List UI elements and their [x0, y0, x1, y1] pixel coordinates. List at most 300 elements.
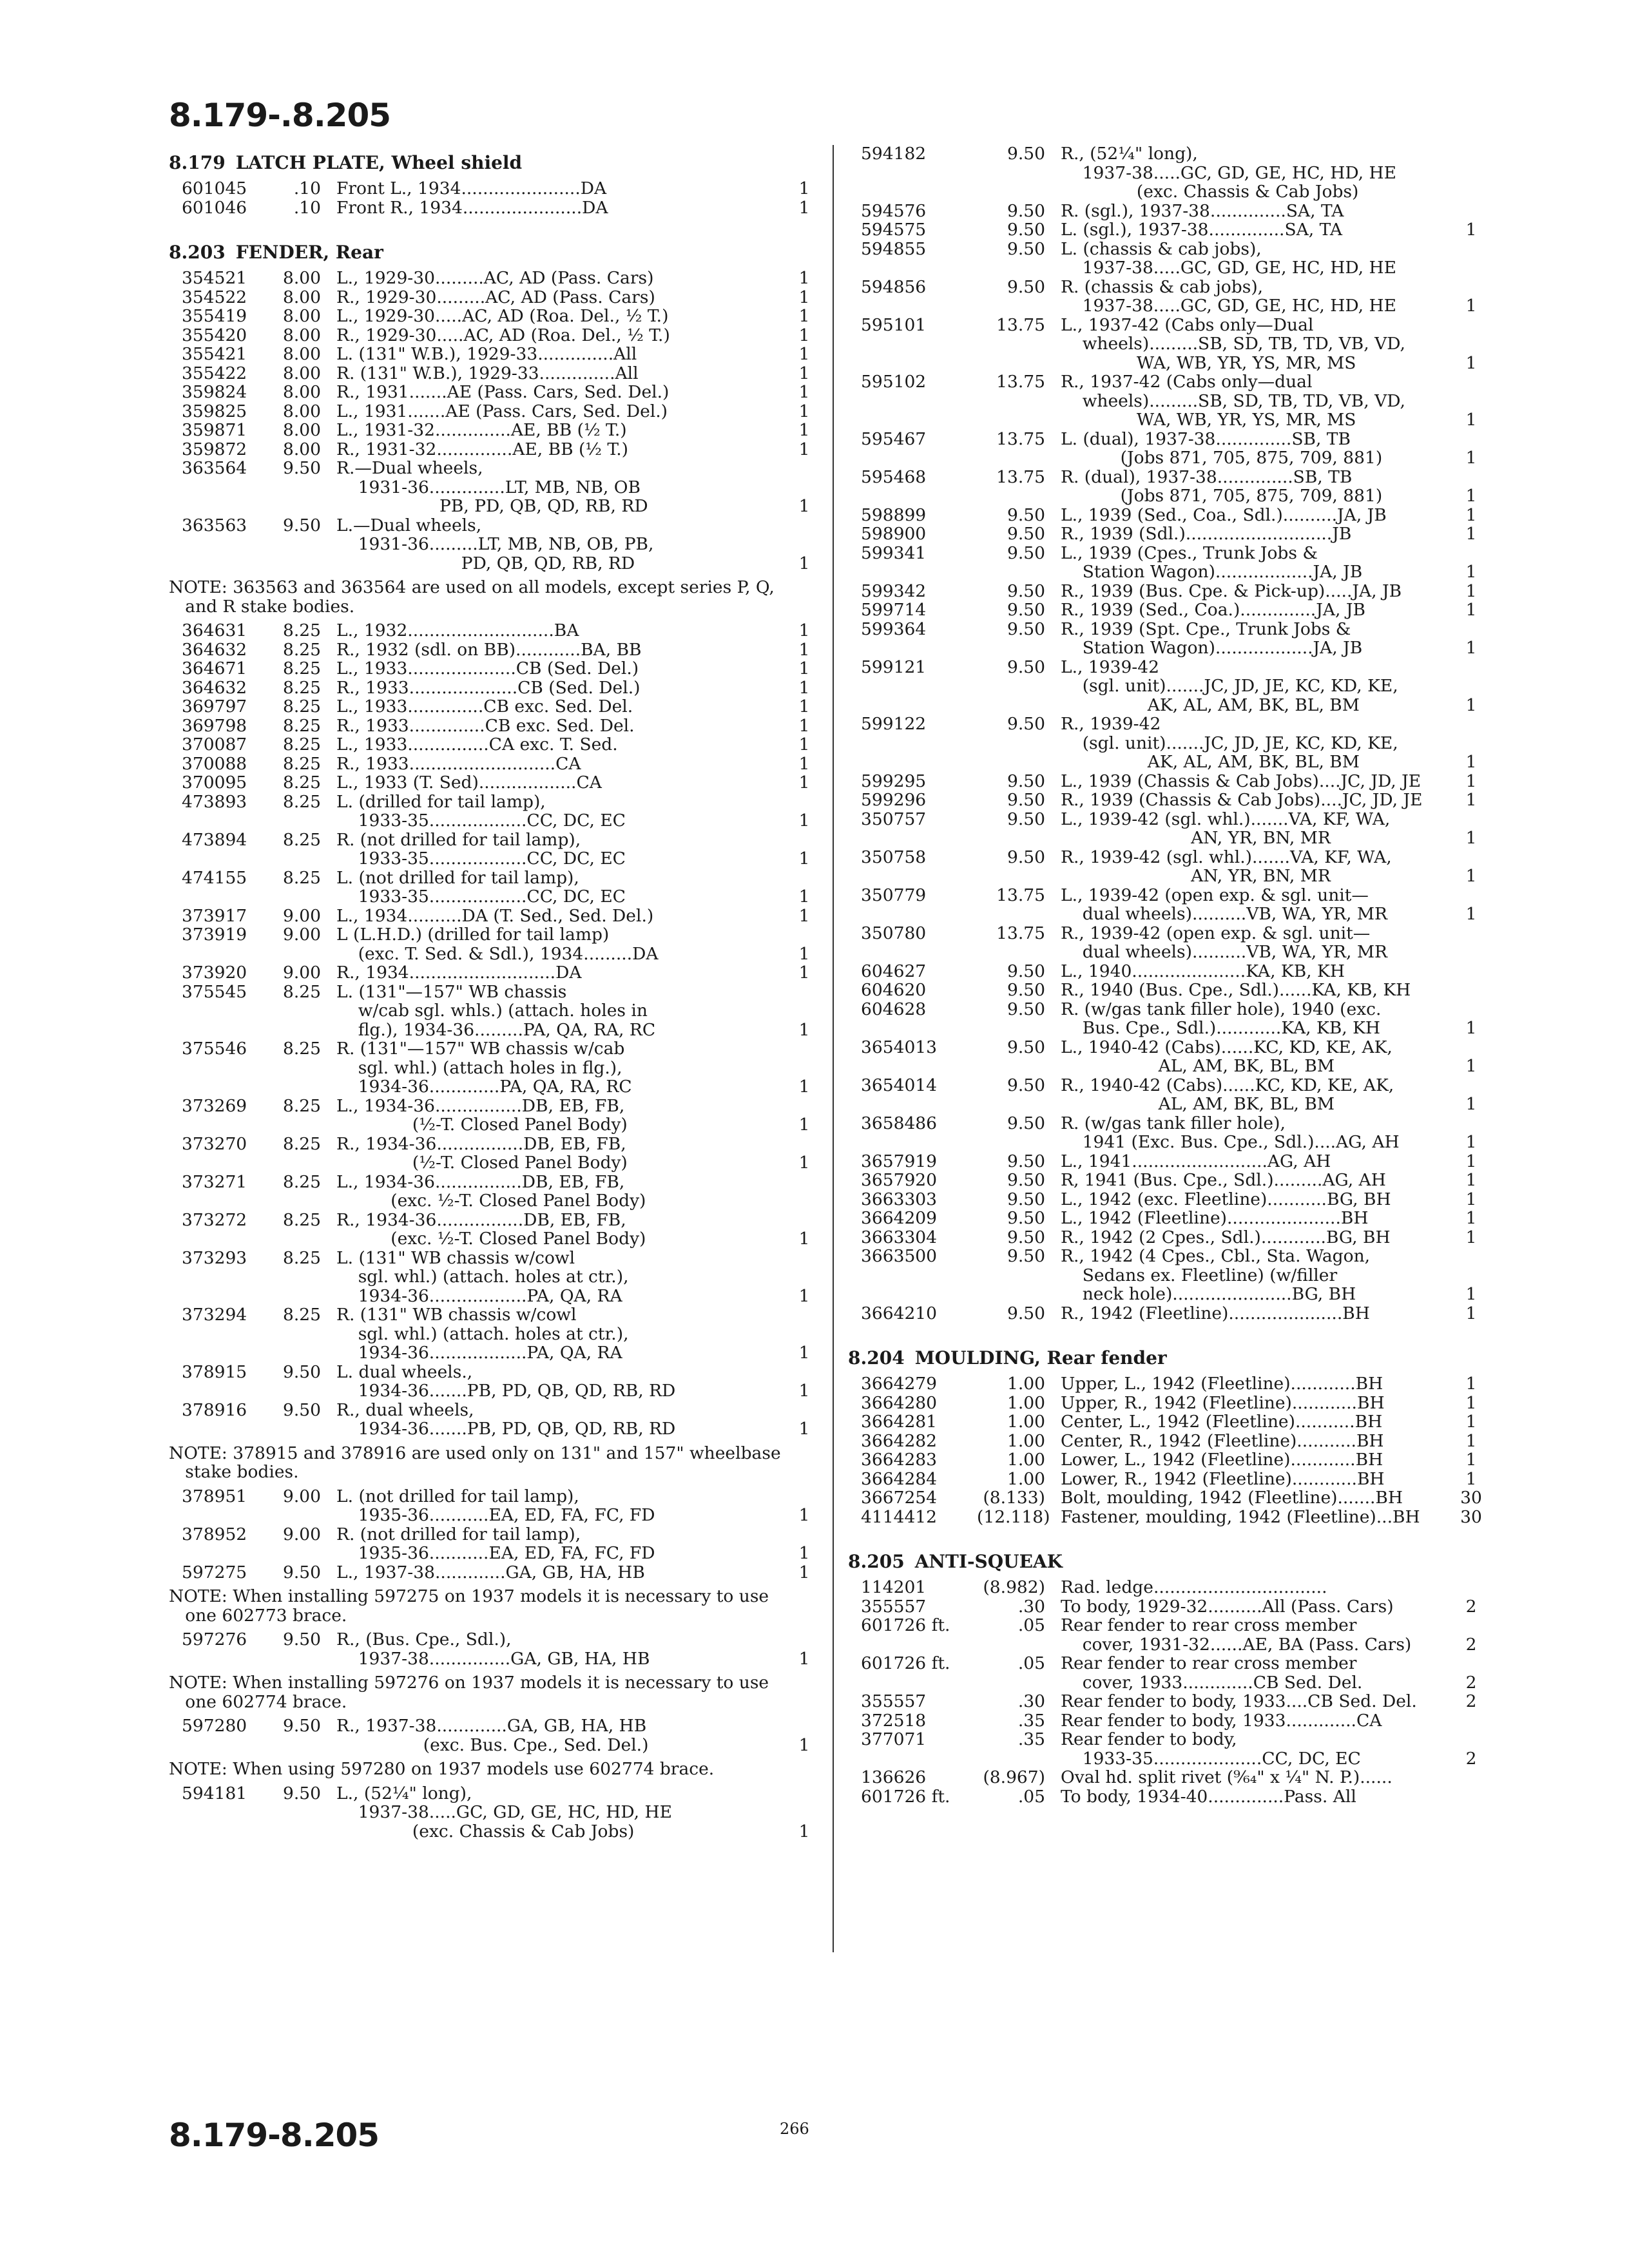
price: 9.50 [1007, 1037, 1045, 1057]
price: 8.25 [282, 658, 321, 678]
price: 9.50 [1007, 1151, 1045, 1171]
note-text: NOTE: When installing 597276 on 1937 models it is necessary to use one 602774 brace. [169, 1673, 769, 1712]
quantity: 1 [798, 1562, 810, 1582]
description: L., 1933..............CB exc. Sed. Del. [336, 697, 633, 716]
part-row [848, 1749, 1507, 1769]
quantity [1436, 334, 1507, 354]
part-number: 373271 [182, 1171, 247, 1192]
quantity: 1 [1465, 581, 1477, 601]
part-row [169, 1077, 820, 1097]
description: L., 1931-32..............AE, BB (½ T.) [336, 421, 627, 440]
part-number [848, 1057, 977, 1076]
part-number: 3657920 [861, 1170, 938, 1190]
price: 9.50 [1007, 714, 1045, 734]
part-row [169, 659, 820, 678]
quantity: 2 [1465, 1634, 1477, 1655]
part-number: 3664282 [861, 1430, 938, 1451]
price: 9.50 [282, 515, 321, 535]
description: Lower, L., 1942 (Fleetline)............BH [1061, 1450, 1383, 1470]
quantity: 1 [1465, 1303, 1477, 1323]
part-number: 350757 [861, 809, 927, 829]
quantity [1436, 144, 1507, 164]
description: Rear fender to rear cross member [1061, 1616, 1357, 1635]
price: 9.50 [1007, 200, 1045, 221]
part-row [169, 478, 820, 497]
description: R., 1939 (Sed., Coa.)..............JA, JB [1061, 601, 1365, 620]
description: dual wheels)..........VB, WA, YR, MR [1061, 943, 1387, 962]
section-number: 8.179 [169, 152, 226, 173]
quantity: 1 [1465, 1151, 1477, 1171]
price: 9.00 [282, 925, 321, 945]
quantity: 1 [798, 697, 810, 716]
description: R., 1939 (Bus. Cpe. & Pick-up).....JA, JB [1061, 581, 1402, 601]
description: (exc. ½-T. Closed Panel Body) [336, 1191, 646, 1211]
quantity [1436, 182, 1507, 202]
quantity: 1 [1465, 771, 1477, 791]
quantity [789, 1249, 820, 1268]
quantity: 1 [798, 1285, 810, 1306]
description: R., 1939-42 (open exp. & sgl. unit— [1061, 923, 1371, 943]
part-number: 599122 [861, 714, 927, 734]
price [977, 829, 1061, 848]
description: Upper, R., 1942 (Fleetline)............BH [1061, 1393, 1385, 1412]
description: cover, 1933.............CB Sed. Del. [1061, 1673, 1363, 1692]
part-row [848, 144, 1507, 164]
quantity: 1 [798, 715, 810, 736]
part-number: 372518 [861, 1710, 927, 1731]
description: Bus. Cpe., Sdl.)............KA, KB, KH [1061, 1019, 1381, 1038]
price [977, 1057, 1061, 1076]
quantity: 1 [1465, 1094, 1477, 1114]
description: 1931-36.........LT, MB, NB, OB, PB, [336, 535, 654, 554]
price: 8.25 [282, 791, 321, 812]
description: (sgl. unit).......JC, JD, JE, KC, KD, KE, [1061, 733, 1398, 753]
part-number: 598900 [861, 524, 927, 544]
price: .05 [1017, 1786, 1045, 1807]
part-number: 3664283 [861, 1450, 938, 1470]
price [977, 354, 1061, 373]
price: 8.00 [282, 287, 321, 307]
description: Sedans ex. Fleetline) (w/filler [1061, 1265, 1338, 1285]
price [272, 1001, 336, 1021]
description: L. (drilled for tail lamp), [336, 792, 546, 811]
quantity: 1 [1465, 448, 1477, 468]
part-number [848, 1133, 977, 1152]
page-top-heading: 8.179-.8.205 [169, 97, 391, 134]
price [272, 1021, 336, 1040]
price: 9.50 [282, 1783, 321, 1803]
part-number [169, 478, 272, 497]
quantity: 1 [798, 753, 810, 774]
quantity: 1 [798, 306, 810, 326]
description: R., 1933....................CB (Sed. Del.) [336, 678, 641, 697]
part-number: 350779 [861, 885, 927, 905]
price [272, 554, 336, 573]
part-row [169, 1097, 820, 1116]
description: L., 1933...............CA exc. T. Sed. [336, 735, 618, 754]
description: AK, AL, AM, BK, BL, BM [1061, 753, 1360, 772]
description: L., 1942 (exc. Fleetline)...........BG, BH [1061, 1189, 1391, 1209]
part-number [169, 1153, 272, 1173]
quantity: 1 [798, 325, 810, 345]
quantity [1436, 278, 1507, 297]
description: dual wheels)..........VB, WA, YR, MR [1061, 905, 1387, 924]
part-row [169, 869, 820, 888]
price [977, 164, 1061, 183]
description: AN, YR, BN, MR [1061, 829, 1331, 848]
quantity [1436, 943, 1507, 962]
quantity [1436, 715, 1507, 734]
part-number: 136626 [861, 1767, 927, 1787]
part-number [848, 734, 977, 753]
quantity [789, 1059, 820, 1078]
price: 9.50 [1007, 1208, 1045, 1228]
description: L. (131"—157" WB chassis [336, 982, 567, 1001]
part-row [169, 1021, 820, 1040]
price: 8.25 [282, 753, 321, 774]
part-number [169, 1325, 272, 1344]
quantity: 1 [1465, 1189, 1477, 1209]
price [977, 562, 1061, 582]
quantity: 1 [798, 963, 810, 983]
description: R. (w/gas tank filler hole), [1061, 1113, 1286, 1133]
quantity [789, 459, 820, 478]
part-row [848, 962, 1507, 981]
price: .35 [1017, 1729, 1045, 1749]
price [977, 753, 1061, 772]
quantity [1436, 240, 1507, 259]
part-row [169, 1544, 820, 1563]
part-row [848, 468, 1507, 487]
quantity [1436, 1578, 1507, 1597]
part-number [169, 1419, 272, 1439]
price: 9.50 [282, 1399, 321, 1420]
price: 9.50 [1007, 505, 1045, 525]
part-row [848, 334, 1507, 354]
description: L., 1939-42 (sgl. whl.).......VA, KF, WA, [1061, 809, 1391, 829]
note-text: NOTE: When using 597280 on 1937 models use 602774 brace. [169, 1759, 715, 1779]
part-number: 355420 [182, 325, 247, 345]
part-number: 594575 [861, 220, 927, 240]
quantity [1436, 1654, 1507, 1673]
part-row [848, 1597, 1507, 1617]
part-row [848, 258, 1507, 278]
price: (12.118) [977, 1506, 1050, 1527]
description: R. (sgl.), 1937-38..............SA, TA [1061, 201, 1344, 220]
description: L., 1939-42 (open exp. & sgl. unit— [1061, 885, 1369, 905]
price: 8.00 [282, 325, 321, 345]
part-row [169, 1287, 820, 1306]
part-row [848, 562, 1507, 582]
price [977, 392, 1061, 411]
part-row [169, 983, 820, 1002]
part-row [848, 1394, 1507, 1413]
price [977, 448, 1061, 468]
part-number: 370087 [182, 735, 247, 754]
part-number [169, 1001, 272, 1021]
section-title [848, 1550, 1507, 1574]
part-number [848, 258, 977, 278]
part-number [848, 677, 977, 696]
part-number: 601045 [182, 178, 247, 198]
description: 1933-35..................CC, DC, EC [336, 887, 626, 907]
price: 9.50 [1007, 1170, 1045, 1190]
part-number: 599296 [861, 790, 927, 810]
part-number [848, 164, 977, 183]
part-row [169, 1506, 820, 1525]
part-row [848, 1692, 1507, 1711]
part-number [848, 448, 977, 468]
part-row [169, 1267, 820, 1287]
description: AK, AL, AM, BK, BL, BM [1061, 695, 1360, 715]
price: 9.50 [1007, 657, 1045, 677]
quantity: 1 [1465, 1227, 1477, 1247]
part-number [848, 334, 977, 354]
part-row [169, 554, 820, 573]
quantity: 1 [798, 1229, 810, 1249]
part-number [169, 1229, 272, 1249]
section-name: MOULDING, Rear fender [914, 1347, 1167, 1369]
description: 1931-36..............LT, MB, NB, OB [336, 477, 641, 497]
part-row [169, 1630, 820, 1649]
quantity: 1 [1465, 1374, 1477, 1394]
quantity: 2 [1465, 1672, 1477, 1693]
price: 8.25 [282, 1133, 321, 1154]
description: (Jobs 871, 705, 875, 709, 881) [1061, 448, 1383, 468]
price [272, 811, 336, 831]
part-number: 594856 [861, 276, 927, 297]
part-number [848, 1285, 977, 1304]
part-number [848, 1749, 977, 1769]
quantity: 1 [798, 268, 810, 288]
part-row [169, 697, 820, 716]
price: 13.75 [996, 923, 1045, 943]
description: WA, WB, YR, YS, MR, MS [1061, 410, 1356, 430]
part-row [848, 1114, 1507, 1133]
section-number: 8.205 [848, 1551, 905, 1572]
part-number: 597276 [182, 1629, 247, 1649]
price: 9.50 [1007, 1303, 1045, 1323]
part-number: 604628 [861, 999, 927, 1019]
part-row [848, 1578, 1507, 1597]
quantity: 1 [798, 401, 810, 421]
part-row [169, 269, 820, 288]
description: (exc. T. Sed. & Sdl.), 1934.........DA [336, 944, 659, 963]
part-row [848, 372, 1507, 392]
price [977, 1673, 1061, 1693]
quantity: 2 [1465, 1596, 1477, 1617]
part-number [169, 1287, 272, 1306]
part-row [169, 1001, 820, 1021]
quantity [1436, 886, 1507, 905]
part-number: 3664279 [861, 1374, 938, 1394]
part-row [848, 1133, 1507, 1152]
part-row [848, 1508, 1507, 1527]
price: 9.50 [1007, 276, 1045, 297]
description: AL, AM, BK, BL, BM [1061, 1057, 1335, 1076]
section-title [848, 1346, 1507, 1370]
price [977, 1749, 1061, 1769]
part-number [848, 829, 977, 848]
description: L. (not drilled for tail lamp), [336, 868, 579, 887]
description: R., 1934-36................DB, EB, FB, [336, 1134, 626, 1153]
description: wheels).........SB, SD, TB, TD, VB, VD, [1061, 334, 1405, 354]
quantity: 1 [798, 420, 810, 440]
description: Center, R., 1942 (Fleetline)...........BH [1061, 1431, 1384, 1450]
price [272, 1803, 336, 1822]
price: 8.25 [282, 1039, 321, 1059]
part-number: 354521 [182, 268, 247, 288]
description: To body, 1934-40..............Pass. All [1061, 1787, 1356, 1806]
part-row [169, 735, 820, 754]
part-number [169, 1381, 272, 1401]
part-number [169, 1544, 272, 1563]
quantity [789, 1401, 820, 1420]
part-row [848, 582, 1507, 601]
description: L (L.H.D.) (drilled for tail lamp) [336, 925, 610, 945]
description: L., 1932...........................BA [336, 621, 579, 640]
part-number [169, 1736, 272, 1755]
part-number [848, 1635, 977, 1655]
part-number [848, 562, 977, 582]
part-row [848, 810, 1507, 829]
quantity: 1 [1465, 1018, 1477, 1038]
price: 8.00 [282, 439, 321, 459]
part-number [848, 753, 977, 772]
price: 8.00 [282, 306, 321, 326]
part-number [169, 1021, 272, 1040]
price [272, 1736, 336, 1755]
price: 9.00 [282, 1486, 321, 1506]
description: L., 1937-42 (Cabs only—Dual [1061, 315, 1314, 334]
part-row [848, 410, 1507, 430]
part-number: 359872 [182, 439, 247, 459]
part-row [848, 1190, 1507, 1209]
part-row [169, 887, 820, 907]
part-row [848, 202, 1507, 221]
price: 8.00 [282, 344, 321, 364]
description: L. (not drilled for tail lamp), [336, 1486, 579, 1506]
description: (exc. Bus. Cpe., Sed. Del.) [336, 1735, 649, 1754]
part-row [848, 1768, 1507, 1787]
quantity [1436, 658, 1507, 677]
price [977, 410, 1061, 430]
part-row [169, 1716, 820, 1736]
quantity: 1 [1465, 1430, 1477, 1451]
part-number: 3654013 [861, 1037, 938, 1057]
quantity: 1 [798, 363, 810, 383]
part-row [848, 486, 1507, 506]
description: Rear fender to body, 1933.............CA [1061, 1711, 1382, 1730]
part-row [169, 1822, 820, 1841]
description: L. (131" WB chassis w/cowl [336, 1248, 575, 1267]
description: (exc. Chassis & Cab Jobs) [336, 1821, 635, 1841]
description: R., 1942 (4 Cpes., Cbl., Sta. Wagon, [1061, 1247, 1371, 1266]
quantity [789, 478, 820, 497]
price: 9.50 [1007, 1246, 1045, 1266]
description: L., 1937-38.............GA, GB, HA, HB [336, 1562, 645, 1582]
part-row [848, 278, 1507, 297]
price: 8.25 [282, 735, 321, 754]
quantity [1436, 1730, 1507, 1749]
part-row [169, 811, 820, 831]
description: R. (dual), 1937-38..............SB, TB [1061, 467, 1353, 486]
price: 8.00 [282, 268, 321, 288]
price: 9.50 [1007, 999, 1045, 1019]
part-number: 473893 [182, 791, 247, 812]
price: 13.75 [996, 428, 1045, 449]
part-number [169, 1077, 272, 1097]
part-row [848, 1304, 1507, 1323]
description: Fastener, moulding, 1942 (Fleetline)...BH [1061, 1507, 1420, 1526]
description: R., 1931.......AE (Pass. Cars, Sed. Del.) [336, 383, 670, 402]
part-number: 363564 [182, 458, 247, 478]
description: R., 1934...........................DA [336, 963, 582, 983]
quantity: 1 [1465, 1208, 1477, 1228]
part-row [169, 1343, 820, 1363]
quantity: 1 [1465, 828, 1477, 848]
part-number: 473894 [182, 829, 247, 850]
part-row [848, 1228, 1507, 1247]
part-row [848, 639, 1507, 658]
quantity: 1 [798, 197, 810, 218]
price [272, 1153, 336, 1173]
part-number: 595101 [861, 314, 927, 335]
quantity: 1 [1465, 600, 1477, 620]
quantity [1436, 1038, 1507, 1057]
part-row [169, 716, 820, 736]
quantity: 1 [1465, 866, 1477, 886]
part-row [848, 296, 1507, 316]
quantity: 1 [1465, 695, 1477, 715]
page-number: 266 [780, 2120, 809, 2138]
quantity: 1 [1465, 1132, 1477, 1152]
part-number: 378951 [182, 1486, 247, 1506]
part-row [848, 943, 1507, 962]
description: R., 1937-42 (Cabs only—dual [1061, 372, 1313, 392]
price: 9.50 [1007, 220, 1045, 240]
description: R., 1932 (sdl. on BB)............BA, BB [336, 640, 642, 659]
part-number: 3658486 [861, 1113, 938, 1133]
quantity [789, 1716, 820, 1736]
part-number: 373294 [182, 1305, 247, 1325]
description: Oval hd. split rivet (⁹⁄₆₄" x ¼" N. P.)...... [1061, 1768, 1393, 1787]
part-number: 594181 [182, 1783, 247, 1803]
price: 9.50 [1007, 980, 1045, 1000]
quantity: 1 [798, 439, 810, 459]
quantity [789, 1325, 820, 1344]
part-number: 599341 [861, 543, 927, 563]
price [272, 1381, 336, 1401]
description: L. (131" W.B.), 1929-33..............All [336, 345, 637, 364]
part-number: 364631 [182, 620, 247, 640]
price [977, 1635, 1061, 1655]
price [272, 1506, 336, 1525]
description: R., 1929-30.........AC, AD (Pass. Cars) [336, 287, 655, 307]
part-number: 364632 [182, 677, 247, 698]
price: .30 [1017, 1691, 1045, 1711]
description: L., 1940.....................KA, KB, KH [1061, 961, 1345, 981]
description: L., 1934-36................DB, EB, FB, [336, 1096, 625, 1115]
part-row [169, 945, 820, 964]
description: Front R., 1934......................DA [336, 198, 608, 217]
part-number [169, 1059, 272, 1078]
price: 9.50 [282, 1716, 321, 1736]
price [272, 1649, 336, 1669]
part-number: 373919 [182, 925, 247, 945]
part-row [169, 773, 820, 793]
quantity: 1 [1465, 1056, 1477, 1076]
